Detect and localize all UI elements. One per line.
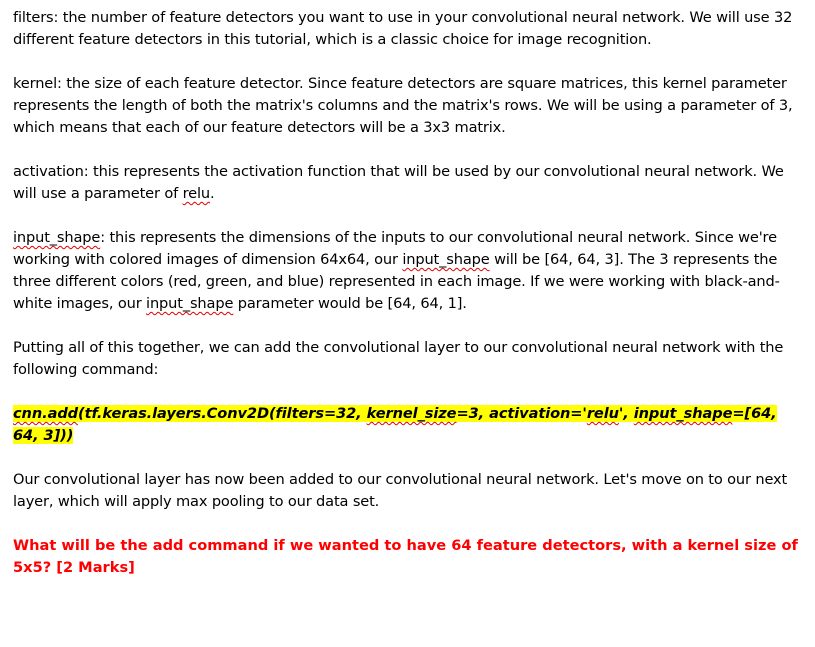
layer-added-paragraph: Our convolutional layer has now been added to our convolutional neural network. Let's move on to our next layer, which will apply max pooling to our data set. [13,471,788,510]
code-text: ', [618,405,634,422]
highlighted-code-command [13,405,777,444]
spellcheck-word-input-shape: input_shape [13,229,101,246]
paragraph-gap [13,447,805,469]
input-shape-text: : this represents the dimensions of the inputs to our convolutional neural network. Since we're working with colored images of dimension 64x64, our [13,229,777,268]
code-text: =[64, 64, 3])) [13,405,777,444]
paragraph-gap [13,205,805,227]
input-shape-text: will be [64, 64, 3]. The 3 represents the three different colors (red, green, and blue) represented in each image. If we were working with black-and-white images, our [13,251,780,312]
putting-together-paragraph: Putting all of this together, we can add the convolutional layer to our convolutional neural network with the following command: [13,339,784,378]
document-body [13,7,805,579]
activation-text: activation: this represents the activation function that will be used by our convolutional neural network. We will use a parameter of [13,163,784,202]
spellcheck-word-relu: relu [586,405,619,422]
spellcheck-word-input-shape: input_shape [146,295,234,312]
filters-paragraph: filters: the number of feature detectors you want to use in your convolutional neural network. We will use 32 different feature detectors in this tutorial, which is a classic choice for image recognition. [13,9,793,48]
kernel-paragraph: kernel: the size of each feature detector. Since feature detectors are square matrices, this kernel parameter represents the length of both the matrix's columns and the matrix's rows. We will be using a parameter of 3, which means that each of our feature detectors will be a 3x3 matrix. [13,75,793,136]
paragraph-gap [13,315,805,337]
activation-period: . [209,185,215,202]
input-shape-paragraph [13,227,805,315]
spellcheck-word-cnn-add: cnn.add [13,405,79,422]
paragraph-gap [13,513,805,535]
code-paragraph [13,403,805,447]
spellcheck-word-input-shape: input_shape [402,251,490,268]
paragraph-gap [13,51,805,73]
code-text: =3, activation=' [456,405,587,422]
input-shape-text: parameter would be [64, 64, 1]. [233,295,467,312]
spellcheck-word-kernel-size: kernel_size [366,405,457,422]
paragraph-gap [13,381,805,403]
question-paragraph: What will be the add command if we wanted to have 64 feature detectors, with a kernel size of 5x5? [2 Marks] [13,537,798,576]
spellcheck-word-relu: relu [182,185,210,202]
spellcheck-word-input-shape: input_shape [633,405,733,422]
code-text: (tf.keras.layers.Conv2D(filters=32, [78,405,367,422]
paragraph-gap [13,139,805,161]
activation-paragraph [13,161,805,205]
